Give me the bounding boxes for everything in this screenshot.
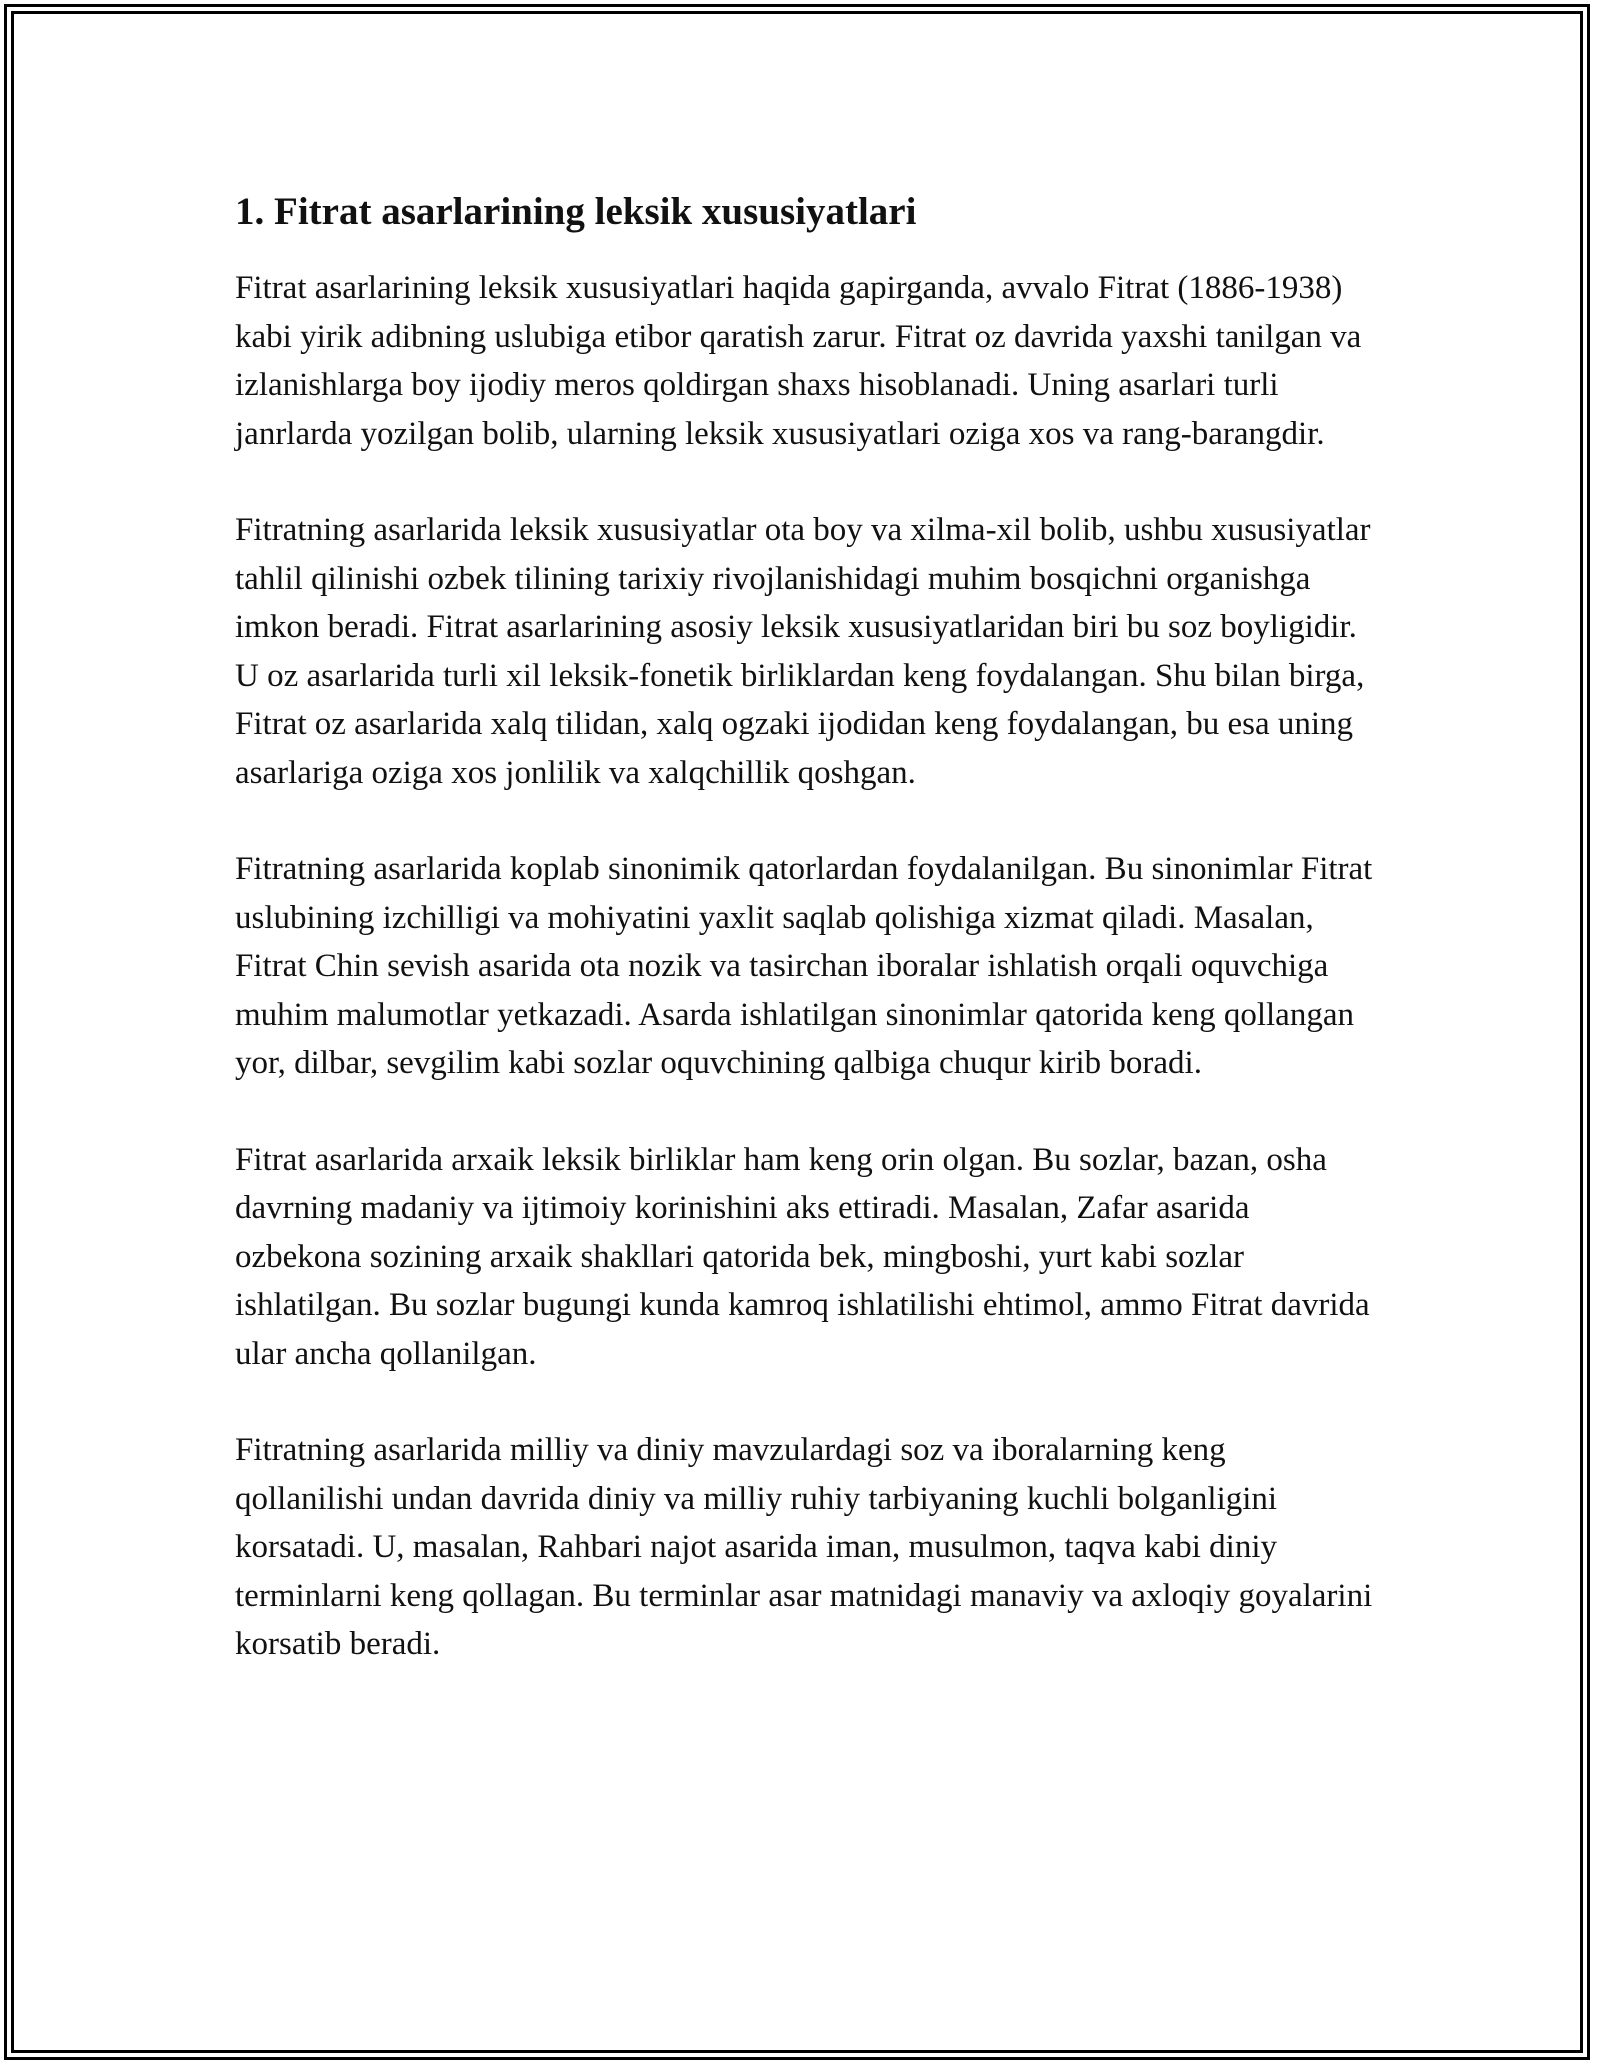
- document-body: [235, 186, 1375, 1717]
- paragraph-1: Fitrat asarlarining leksik xususiyatlari haqida gapirganda, avvalo Fitrat (1886-1938) kabi yirik adibning uslubiga etibor qaratish zarur. Fitrat oz davrida yaxshi tanilgan va izlanishlarga boy ijodiy meros qoldirgan shaxs hisoblanadi. Uning asarlari turli janrlarda yozilgan bolib, ularning leksik xususiyatlari oziga xos va rang-barangdir.: [235, 270, 1362, 452]
- paragraph-3: Fitratning asarlarida koplab sinonimik qatorlardan foydalanilgan. Bu sinonimlar Fitrat uslubining izchilligi va mohiyatini yaxlit saqlab qolishiga xizmat qiladi. Masalan, Fitrat Chin sevish asarida ota nozik va tasirchan iboralar ishlatish orqali oquvchiga muhim malumotlar yetkazadi. Asarda ishlatilgan sinonimlar qatorida keng qollangan yor, dilbar, sevgilim kabi sozlar oquvchining qalbiga chuqur kirib boradi.: [235, 851, 1373, 1081]
- section-heading: 1. Fitrat asarlarining leksik xususiyatlari: [235, 190, 917, 233]
- paragraph-2: Fitratning asarlarida leksik xususiyatlar ota boy va xilma-xil bolib, ushbu xususiyatlar tahlil qilinishi ozbek tilining tarixiy rivojlanishidagi muhim bosqichni organishga imkon beradi. Fitrat asarlarining asosiy leksik xususiyatlaridan biri bu soz boyligidir. U oz asarlarida turli xil leksik-fonetik birliklardan keng foydalangan. Shu bilan birga, Fitrat oz asarlarida xalq tilidan, xalq ogzaki ijodidan keng foydalangan, bu esa uning asarlariga oziga xos jonlilik va xalqchillik qoshgan.: [235, 512, 1371, 791]
- paragraph-4: Fitrat asarlarida arxaik leksik birliklar ham keng orin olgan. Bu sozlar, bazan, osha davrning madaniy va ijtimoiy korinishini aks ettiradi. Masalan, Zafar asarida ozbekona sozining arxaik shakllari qatorida bek, mingboshi, yurt kabi sozlar ishlatilgan. Bu sozlar bugungi kunda kamroq ishlatilishi ehtimol, ammo Fitrat davrida ular ancha qollanilgan.: [235, 1141, 1370, 1372]
- paragraph-5: Fitratning asarlarida milliy va diniy mavzulardagi soz va iboralarning keng qollanilishi undan davrida diniy va milliy ruhiy tarbiyaning kuchli bolganligini korsatadi. U, masalan, Rahbari najot asarida iman, musulmon, taqva kabi diniy terminlarni keng qollagan. Bu terminlar asar matnidagi manaviy va axloqiy goyalarini korsatib beradi.: [235, 1432, 1373, 1662]
